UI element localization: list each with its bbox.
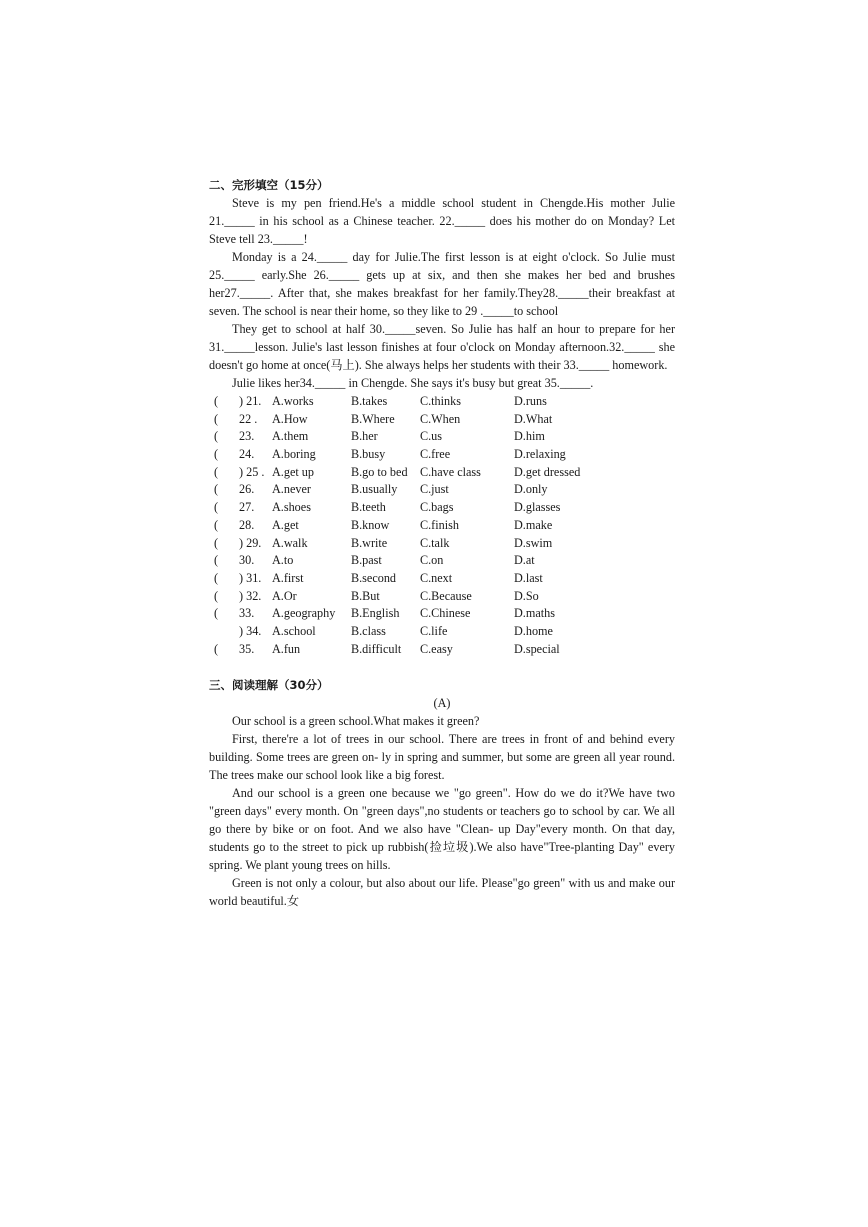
question-number: 22 . (239, 411, 258, 426)
question-number: ) 31. (239, 570, 262, 585)
answer-paren[interactable]: ( (214, 411, 219, 426)
option-d: D.relaxing (514, 447, 566, 462)
option-a: A.get (272, 517, 299, 532)
option-row (209, 535, 675, 553)
option-d: D.make (514, 517, 553, 532)
option-c: C.us (420, 429, 443, 444)
cloze-section-title: 二、完形填空（15分） (209, 178, 329, 192)
option-b: B.past (351, 553, 382, 568)
option-c: C.just (420, 482, 449, 497)
option-row (209, 623, 675, 641)
question-number: ) 29. (239, 535, 262, 550)
answer-paren[interactable]: ( (214, 429, 219, 444)
reading-paragraph: Our school is a green school.What makes it green? (232, 714, 480, 729)
cloze-paragraph: Monday is a 24._____ day for Julie.The first lesson is at eight o'clock. So Julie must 25._____ early.She 26._____ gets up at six, and then she makes her bed and brushes her27._____. After that, she makes breakfast for her family.They28._____their breakfast at seven. The school is near their home, so they like to 29 ._____to school (209, 250, 675, 318)
question-number: 27. (239, 500, 255, 515)
option-c: C.Because (420, 588, 472, 603)
option-a: A.boring (272, 447, 316, 462)
option-c: C.finish (420, 517, 459, 532)
option-d: D.special (514, 641, 560, 656)
option-row (209, 552, 675, 570)
option-row (209, 464, 675, 482)
option-a: A.them (272, 429, 309, 444)
cloze-paragraph: Steve is my pen friend.He's a middle school student in Chengde.His mother Julie 21._____ in his school as a Chinese teacher. 22._____ does his mother do on Monday? Let Steve tell 23._____! (209, 196, 675, 246)
option-b: B.takes (351, 394, 388, 408)
option-c: C.on (420, 553, 444, 568)
answer-paren[interactable]: ( (214, 447, 219, 462)
question-number: ) 21. (239, 394, 262, 408)
option-a: A.geography (272, 606, 336, 621)
answer-paren[interactable]: ( (214, 517, 219, 532)
question-number: 26. (239, 482, 255, 497)
option-d: D.get dressed (514, 464, 581, 479)
answer-paren[interactable]: ( (214, 606, 219, 621)
answer-paren[interactable]: ( (214, 641, 219, 656)
question-number: 30. (239, 553, 255, 568)
option-c: C.Chinese (420, 606, 471, 621)
option-d: D.home (514, 623, 553, 638)
option-row (209, 570, 675, 588)
option-b: B.English (351, 606, 400, 621)
option-a: A.school (272, 623, 316, 638)
option-row (209, 499, 675, 517)
question-number: 28. (239, 517, 255, 532)
option-b: B.teeth (351, 500, 386, 515)
question-number: ) 25 . (239, 464, 265, 479)
option-a: A.fun (272, 641, 301, 656)
reading-section (209, 676, 675, 910)
option-b: B.class (351, 623, 386, 638)
option-d: D.What (514, 411, 553, 426)
option-row (209, 517, 675, 535)
reading-paragraph: And our school is a green one because we "go green". How do we do it?We have two "green days" every month. On "green days",no students or teachers go to school by car. We all go there by bike or on foot. And we also have "Clean- up Day"every month. On that day, students go to the street to pick up rubbish(捡垃圾).We also have"Tree-planting Day" every spring. We plant young trees on hills. (209, 786, 675, 873)
option-c: C.have class (420, 464, 481, 479)
cloze-paragraph: They get to school at half 30._____seven. So Julie has half an hour to prepare for her 31._____lesson. Julie's last lesson finishes at four o'clock on Monday afternoon.32._____ she doesn't go home at once(马上). She always helps her students with their 33._____ homework. (209, 322, 675, 372)
option-a: A.get up (272, 464, 314, 479)
option-d: D.runs (514, 394, 547, 408)
option-a: A.to (272, 553, 294, 568)
question-number: 24. (239, 447, 255, 462)
answer-paren[interactable]: ( (214, 464, 219, 479)
option-b: B.second (351, 570, 397, 585)
option-b: B.know (351, 517, 390, 532)
option-c: C.thinks (420, 394, 461, 408)
question-number: ) 32. (239, 588, 262, 603)
passage-label: (A) (433, 696, 451, 711)
page-content (209, 176, 675, 910)
option-d: D.maths (514, 606, 555, 621)
question-number: 33. (239, 606, 255, 621)
question-number: 35. (239, 641, 255, 656)
option-d: D.him (514, 429, 545, 444)
option-c: C.life (420, 623, 448, 638)
answer-paren[interactable]: ( (214, 570, 219, 585)
reading-paragraph: First, there're a lot of trees in our school. There are trees in front of and behind every building. Some trees are green on- ly in spring and summer, but some are green all year round. The trees make our school look like a big forest. (209, 732, 675, 783)
option-row (209, 605, 675, 623)
option-b: B.go to bed (351, 464, 408, 479)
cloze-options-list (209, 393, 675, 658)
option-row (209, 588, 675, 606)
option-d: D.last (514, 570, 543, 585)
option-c: C.bags (420, 500, 454, 515)
answer-paren[interactable]: ( (214, 500, 219, 515)
option-c: C.next (420, 570, 453, 585)
option-a: A.How (272, 411, 308, 426)
option-row (209, 393, 675, 411)
option-row (209, 446, 675, 464)
option-d: D.So (514, 588, 539, 603)
option-row (209, 481, 675, 499)
option-d: D.glasses (514, 500, 561, 515)
option-c: C.easy (420, 641, 453, 656)
option-c: C.When (420, 411, 461, 426)
option-b: B.difficult (351, 641, 402, 656)
cloze-paragraph: Julie likes her34._____ in Chengde. She says it's busy but great 35._____. (232, 376, 594, 390)
question-number: 23. (239, 429, 255, 444)
option-a: A.shoes (272, 500, 311, 515)
option-b: B.write (351, 535, 388, 550)
option-c: C.talk (420, 535, 450, 550)
option-a: A.walk (272, 535, 308, 550)
option-b: B.But (351, 588, 380, 603)
option-a: A.never (272, 482, 311, 497)
question-number: ) 34. (239, 623, 262, 638)
answer-paren[interactable]: ( (214, 482, 219, 497)
option-d: D.swim (514, 535, 553, 550)
option-a: A.first (272, 570, 304, 585)
option-d: D.at (514, 553, 535, 568)
reading-section-title: 三、阅读理解（30分） (209, 678, 329, 693)
reading-paragraph: Green is not only a colour, but also about our life. Please"go green" with us and make our world beautiful.女 (209, 876, 675, 909)
option-row (209, 411, 675, 429)
option-b: B.Where (351, 411, 395, 426)
option-a: A.Or (272, 588, 297, 603)
option-a: A.works (272, 394, 314, 408)
option-row (209, 641, 675, 659)
option-d: D.only (514, 482, 548, 497)
answer-paren[interactable]: ( (214, 588, 219, 603)
option-row (209, 428, 675, 446)
option-b: B.busy (351, 447, 386, 462)
answer-paren[interactable]: ( (214, 553, 219, 568)
option-c: C.free (420, 447, 451, 462)
option-b: B.her (351, 429, 378, 444)
answer-paren[interactable]: ( (214, 394, 219, 408)
option-b: B.usually (351, 482, 398, 497)
answer-paren[interactable]: ( (214, 535, 219, 550)
